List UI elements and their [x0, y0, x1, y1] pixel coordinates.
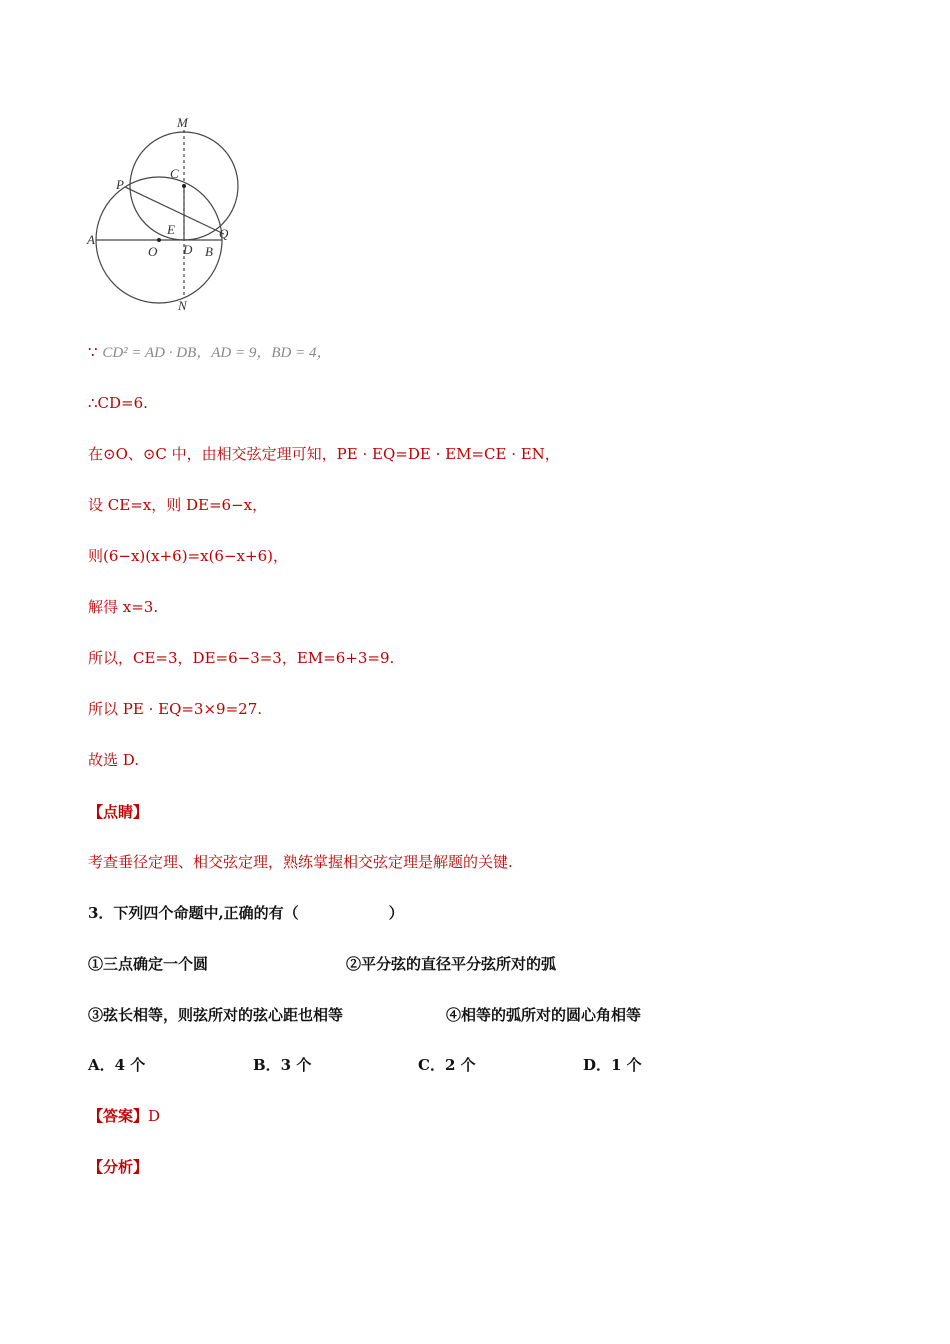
tips-heading: 【点睛】: [88, 803, 149, 821]
label-n: N: [178, 298, 187, 313]
proposition-4: ④相等的弧所对的圆心角相等: [446, 1006, 642, 1024]
solution-line-9: 故选 D.: [88, 751, 140, 769]
label-d: D: [183, 242, 193, 257]
solution-line-3: 在⊙O、⊙C 中，由相交弦定理可知，PE · EQ=DE · EM=CE · EN，: [88, 445, 560, 463]
point-o: [157, 238, 161, 242]
question-stem: 3．下列四个命题中,正确的有（ ）: [88, 904, 404, 922]
equation-cd: CD² = AD · DB，AD = 9，BD = 4，: [102, 345, 332, 361]
answer-value: D: [148, 1107, 161, 1125]
label-a: A: [87, 232, 95, 247]
answer-tag: 【答案】: [88, 1107, 149, 1125]
solution-line-5: 则(6−x)(x+6)=x(6−x+6)，: [88, 547, 288, 565]
two-circles-diagram: [80, 110, 250, 320]
label-b: B: [205, 244, 213, 259]
label-m: M: [177, 115, 188, 130]
option-b: B．3 个: [253, 1056, 312, 1074]
option-d: D．1 个: [583, 1056, 642, 1074]
label-q: Q: [219, 226, 229, 241]
option-c: C．2 个: [418, 1056, 476, 1074]
analysis-heading: [88, 1157, 148, 1177]
proposition-1: ①三点确定一个圆: [88, 955, 209, 973]
solution-line-2: ∴CD=6.: [88, 394, 148, 412]
solution-line-4: 设 CE=x，则 DE=6−x，: [88, 496, 268, 514]
solution-line-7: 所以，CE=3，DE=6−3=3，EM=6+3=9.: [88, 649, 395, 667]
label-e: E: [167, 222, 175, 237]
label-c: C: [170, 166, 179, 181]
label-o: O: [148, 244, 158, 259]
option-a: A．4 个: [88, 1056, 146, 1074]
proposition-2: ②平分弦的直径平分弦所对的弧: [346, 955, 557, 973]
because-symbol: ∵: [88, 343, 98, 361]
proposition-3: ③弦长相等，则弦所对的弦心距也相等: [88, 1006, 344, 1024]
geometry-figure: [80, 110, 250, 320]
answer-line: [88, 1106, 160, 1126]
solution-line-1: [88, 342, 332, 363]
point-c: [182, 184, 186, 188]
solution-line-6: 解得 x=3.: [88, 598, 159, 616]
label-p: P: [116, 177, 124, 192]
analysis-tag: 【分析】: [88, 1158, 149, 1176]
solution-line-8: 所以 PE · EQ=3×9=27.: [88, 700, 263, 718]
tips-text: 考查垂径定理、相交弦定理，熟练掌握相交弦定理是解题的关键.: [88, 853, 513, 871]
